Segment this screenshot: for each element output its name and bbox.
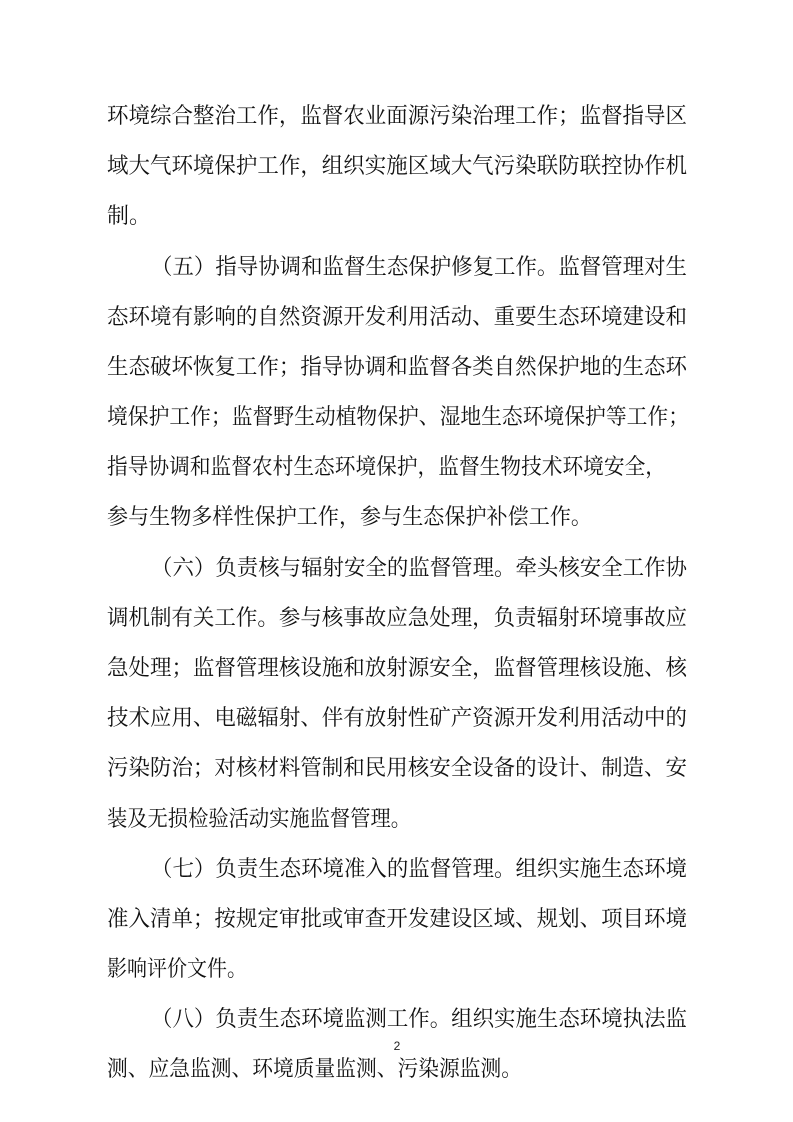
- text-line: 装及无损检验活动实施监督管理。: [107, 807, 411, 832]
- text-line: 影响评价文件。: [107, 957, 247, 982]
- text-line: （八）负责生态环境监测工作。组织实施生态环境执法监: [151, 1007, 687, 1032]
- text-line: 测、应急监测、环境质量监测、污染源监测。: [107, 1057, 522, 1082]
- text-line: 境保护工作；监督野生动植物保护、湿地生态环境保护等工作；: [107, 405, 689, 430]
- text-line: 生态破坏恢复工作；指导协调和监督各类自然保护地的生态环: [107, 355, 687, 380]
- text-line: 技术应用、电磁辐射、伴有放射性矿产资源开发利用活动中的: [107, 706, 687, 731]
- text-line: 污染防治；对核材料管制和民用核安全设备的设计、制造、安: [107, 756, 687, 781]
- text-line: 调机制有关工作。参与核事故应急处理，负责辐射环境事故应: [107, 606, 687, 631]
- text-line: （七）负责生态环境准入的监督管理。组织实施生态环境: [151, 857, 687, 882]
- text-line: 急处理；监督管理核设施和放射源安全，监督管理核设施、核: [107, 656, 687, 681]
- text-line: （六）负责核与辐射安全的监督管理。牵头核安全工作协: [151, 556, 687, 581]
- text-line: 指导协调和监督农村生态环境保护，监督生物技术环境安全，: [107, 455, 666, 480]
- page-number: 2: [393, 1039, 401, 1053]
- text-line: 域大气环境保护工作，组织实施区域大气污染联防联控协作机: [107, 154, 687, 179]
- text-line: （五）指导协调和监督生态保护修复工作。监督管理对生: [151, 255, 687, 280]
- text-line: 参与生物多样性保护工作，参与生态保护补偿工作。: [107, 505, 592, 530]
- text-line: 准入清单；按规定审批或审查开发建设区域、规划、项目环境: [107, 907, 687, 932]
- text-line: 制。: [107, 204, 152, 229]
- text-line: 态环境有影响的自然资源开发利用活动、重要生态环境建设和: [107, 305, 687, 330]
- text-line: 环境综合整治工作，监督农业面源污染治理工作；监督指导区: [107, 104, 687, 129]
